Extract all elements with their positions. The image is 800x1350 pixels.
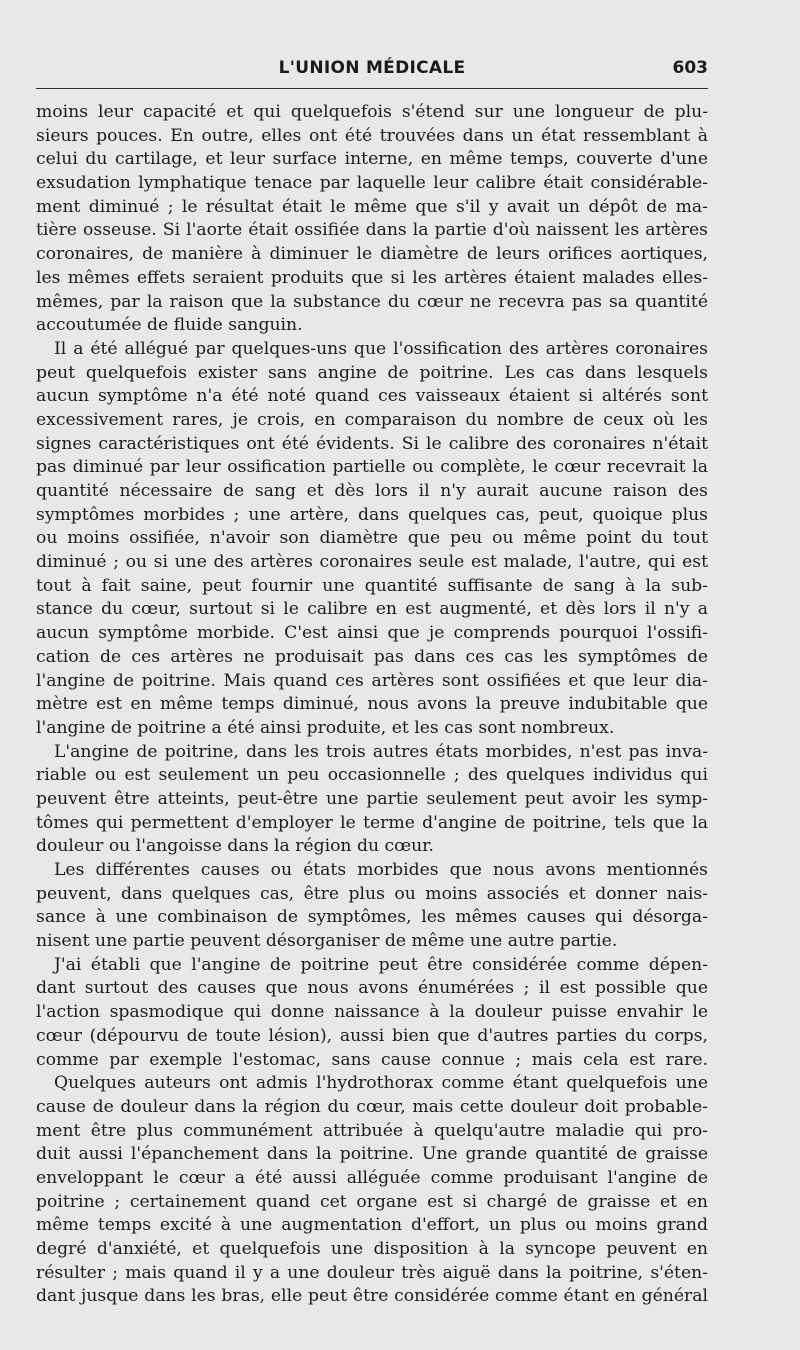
text-line: les mêmes effets seraient produits que si les artères étaient malades elles-	[36, 267, 708, 288]
text-line: tout à fait saine, peut fournir une quantité suffisante de sang à la sub-	[36, 575, 708, 596]
text-line: résulter ; mais quand il y a une douleur très aiguë dans la poitrine, s'éten-	[36, 1262, 708, 1283]
text-line: peuvent, dans quelques cas, être plus ou moins associés et donner nais-	[36, 883, 708, 904]
text-line: coronaires, de manière à diminuer le diamètre de leurs orifices aortiques,	[36, 244, 708, 265]
text-line: aucun symptôme n'a été noté quand ces vaisseaux étaient si altérés sont	[36, 386, 708, 407]
text-line: mètre est en même temps diminué, nous avons la preuve indubitable que	[36, 694, 708, 715]
text-line: peut quelquefois exister sans angine de poitrine. Les cas dans lesquels	[36, 362, 708, 383]
text-line: cœur (dépourvu de toute lésion), aussi bien que d'autres parties du corps,	[36, 1025, 708, 1046]
text-line: l'angine de poitrine. Mais quand ces artères sont ossifiées et que leur dia-	[36, 670, 708, 691]
text-line: Les différentes causes ou états morbides que nous avons mentionnés	[54, 860, 708, 880]
text-line: diminué ; ou si une des artères coronaires seule est malade, l'autre, qui est	[36, 552, 708, 573]
journal-title: L'UNION MÉDICALE	[278, 58, 466, 78]
text-line: accoutumée de fluide sanguin.	[36, 315, 303, 336]
running-header	[36, 58, 708, 84]
text-line: duit aussi l'épanchement dans la poitrine. Une grande quantité de graisse	[36, 1144, 708, 1165]
text-line: cation de ces artères ne produisait pas dans ces cas les symptômes de	[36, 646, 708, 667]
text-line: Il a été allégué par quelques-uns que l'ossification des artères coronaires	[54, 338, 708, 359]
text-line: stance du cœur, surtout si le calibre en est augmenté, et dès lors il n'y a	[36, 599, 708, 620]
header-rule	[36, 88, 708, 89]
text-line: même temps excité à une augmentation d'effort, un plus ou moins grand	[36, 1215, 708, 1236]
text-line: moins leur capacité et qui quelquefois s'étend sur une longueur de plu-	[36, 102, 708, 122]
text-line: tômes qui permettent d'employer le terme d'angine de poitrine, tels que la	[36, 812, 708, 833]
text-line: nisent une partie peuvent désorganiser de même une autre partie.	[36, 931, 618, 952]
text-line: l'action spasmodique qui donne naissance à la douleur puisse envahir le	[36, 1002, 708, 1023]
text-line: Quelques auteurs ont admis l'hydrothorax comme étant quelquefois une	[54, 1073, 708, 1094]
text-line: comme par exemple l'estomac, sans cause connue ; mais cela est rare.	[36, 1049, 708, 1070]
text-line: enveloppant le cœur a été aussi alléguée comme produisant l'angine de	[36, 1167, 708, 1188]
text-line: l'angine de poitrine a été ainsi produite, et les cas sont nombreux.	[36, 717, 615, 738]
text-line: douleur ou l'angoisse dans la région du cœur.	[36, 836, 434, 857]
text-line: poitrine ; certainement quand cet organe est si chargé de graisse et en	[36, 1191, 708, 1212]
text-line: pas diminué par leur ossification partielle ou complète, le cœur recevrait la	[36, 457, 708, 478]
text-line: sieurs pouces. En outre, elles ont été trouvées dans un état ressemblant à	[36, 125, 708, 146]
text-line: L'angine de poitrine, dans les trois autres états morbides, n'est pas inva-	[54, 741, 708, 762]
text-line: J'ai établi que l'angine de poitrine peut être considérée comme dépen-	[54, 954, 708, 975]
text-line: ment être plus communément attribuée à quelqu'autre maladie qui pro-	[36, 1120, 708, 1141]
text-line: signes caractéristiques ont été évidents. Si le calibre des coronaires n'était	[36, 433, 708, 454]
text-line: ment diminué ; le résultat était le même que s'il y avait un dépôt de ma-	[36, 196, 708, 217]
text-line: degré d'anxiété, et quelquefois une disposition à la syncope peuvent en	[36, 1239, 708, 1259]
text-line: cause de douleur dans la région du cœur, mais cette douleur doit probable-	[36, 1096, 708, 1117]
text-line: riable ou est seulement un peu occasionnelle ; des quelques individus qui	[36, 765, 708, 786]
text-line: quantité nécessaire de sang et dès lors il n'y aurait aucune raison des	[36, 481, 708, 501]
text-line: ou moins ossifiée, n'avoir son diamètre que peu ou même point du tout	[36, 528, 708, 549]
text-line: symptômes morbides ; une artère, dans quelques cas, peut, quoique plus	[36, 504, 708, 525]
body-text	[36, 101, 708, 1309]
text-line: dant surtout des causes que nous avons énumérées ; il est possible que	[36, 978, 708, 999]
text-line: sance à une combinaison de symptômes, les mêmes causes qui désorga-	[36, 907, 708, 928]
text-line: dant jusque dans les bras, elle peut être considérée comme étant en général	[36, 1286, 708, 1307]
page-number: 603	[672, 58, 708, 78]
text-line: excessivement rares, je crois, en comparaison du nombre de ceux où les	[36, 409, 708, 430]
text-line: celui du cartilage, et leur surface interne, en même temps, couverte d'une	[36, 149, 708, 170]
text-line: exsudation lymphatique tenace par laquelle leur calibre était considérable-	[36, 173, 708, 194]
text-line: peuvent être atteints, peut-être une partie seulement peut avoir les symp-	[36, 788, 708, 809]
text-line: aucun symptôme morbide. C'est ainsi que je comprends pourquoi l'ossifi-	[36, 623, 708, 644]
text-line: tière osseuse. Si l'aorte était ossifiée dans la partie d'où naissent les artères	[36, 220, 708, 241]
text-line: mêmes, par la raison que la substance du cœur ne recevra pas sa quantité	[36, 291, 708, 312]
